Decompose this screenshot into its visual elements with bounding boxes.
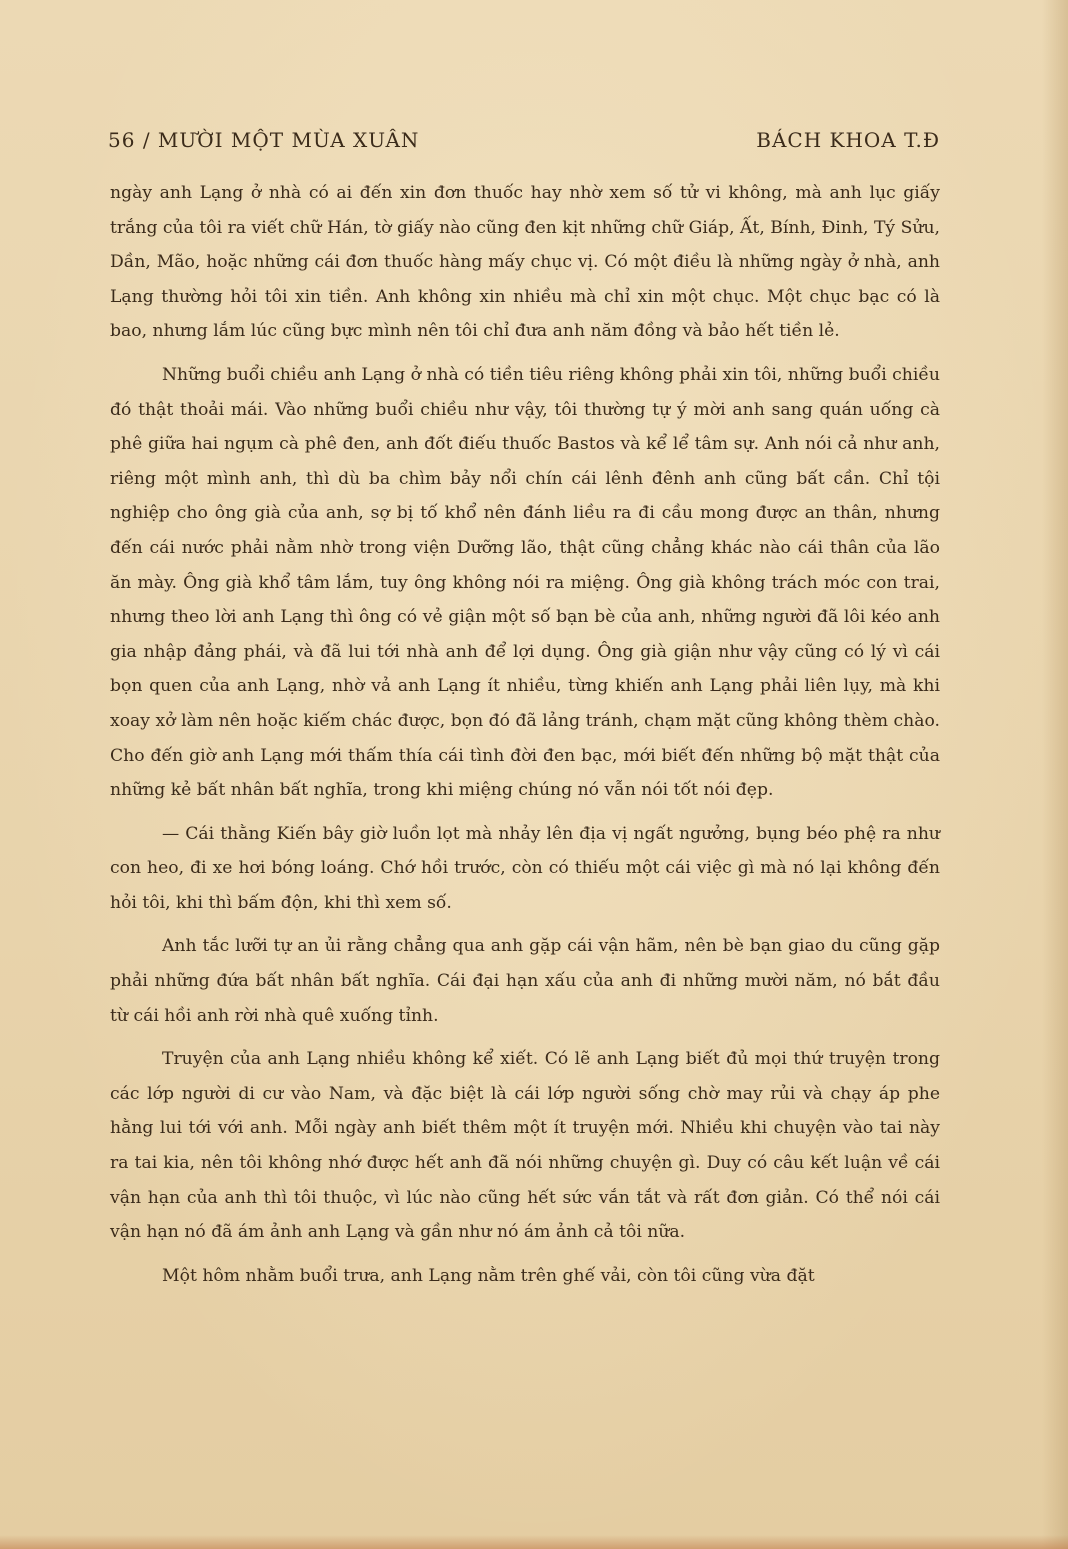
page-number: 56 <box>108 128 136 152</box>
page-bottom-stain <box>0 1535 1068 1549</box>
paragraph: Truyện của anh Lạng nhiều không kể xiết. Có lẽ anh Lạng biết đủ mọi thứ truyện trong các lớp người di cư vào Nam, và đặc biệt là cái lớp người sống chờ may rủi và chạy áp phe hằng lui tới với anh. Mỗi ngày anh biết thêm một ít truyện mới. Nhiều khi chuyện vào tai này ra tai kia, nên tôi không nhớ được hết anh đã nói những chuyện gì. Duy có câu kết luận về cái vận hạn của anh thì tôi thuộc, vì lúc nào cũng hết sức vắn tắt và rất đơn giản. Có thể nói cái vận hạn nó đã ám ảnh anh Lạng và gần như nó ám ảnh cả tôi nữa. <box>110 1049 940 1243</box>
paragraph: Anh tắc lưỡi tự an ủi rằng chẳng qua anh gặp cái vận hãm, nên bè bạn giao du cũng gặp phải những đứa bất nhân bất nghĩa. Cái đại hạn xấu của anh đi những mười năm, nó bắt đầu từ cái hồi anh rời nhà quê xuống tỉnh. <box>110 936 940 1026</box>
header-left <box>108 128 419 152</box>
publication-name: BÁCH KHOA T.Đ <box>756 128 940 152</box>
book-title: MƯỜI MỘT MÙA XUÂN <box>157 128 420 152</box>
paragraph: Những buổi chiều anh Lạng ở nhà có tiền tiêu riêng không phải xin tôi, những buổi chiều đó thật thoải mái. Vào những buổi chiều như vậy, tôi thường tự ý mời anh sang quán uống cà phê giữa hai ngụm cà phê đen, anh đốt điếu thuốc Bastos và kể lể tâm sự. Anh nói cả như anh, riêng một mình anh, thì dù ba chìm bảy nổi chín cái lênh đênh anh cũng bất cần. Chỉ tội nghiệp cho ông già của anh, sợ bị tố khổ nên đánh liều ra đi cầu mong được an thân, nhưng đến cái nước phải nằm nhờ trong viện Dưỡng lão, thật cũng chẳng khác nào cái thân của lão ăn mày. Ông già khổ tâm lắm, tuy ông không nói ra miệng. Ông già không trách móc con trai, nhưng theo lời anh Lạng thì ông có vẻ giận một số bạn bè của anh, những người đã lôi kéo anh gia nhập đảng phái, và đã lui tới nhà anh để lợi dụng. Ông già giận như vậy cũng có lý vì cái bọn quen của anh Lạng, nhờ vả anh Lạng ít nhiều, từng khiến anh Lạng phải liên lụy, mà khi xoay xở làm nên hoặc kiếm chác được, bọn đó đã lảng tránh, chạm mặt cũng không thèm chào. Cho đến giờ anh Lạng mới thấm thía cái tình đời đen bạc, mới biết đến những bộ mặt thật của những kẻ bất nhân bất nghĩa, trong khi miệng chúng nó vẫn nói tốt nói đẹp. <box>110 364 940 801</box>
header-separator: / <box>142 128 151 152</box>
paragraph-continued: ngày anh Lạng ở nhà có ai đến xin đơn thuốc hay nhờ xem số tử vi không, mà anh lục giấy trắng của tôi ra viết chữ Hán, tờ giấy nào cũng đen kịt những chữ Giáp, Ất, Bính, Đinh, Tý Sửu, Dần, Mão, hoặc những cái đơn thuốc hàng mấy chục vị. Có một điều là những ngày ở nhà, anh Lạng thường hỏi tôi xin tiền. Anh không xin nhiều mà chỉ xin một chục. Một chục bạc có là bao, nhưng lắm lúc cũng bực mình nên tôi chỉ đưa anh năm đồng và bảo hết tiền lẻ. <box>110 183 940 342</box>
paragraph-truncated: Một hôm nhằm buổi trưa, anh Lạng nằm trên ghế vải, còn tôi cũng vừa đặt <box>162 1265 815 1286</box>
dialogue-paragraph: — Cái thằng Kiến bây giờ luồn lọt mà nhảy lên địa vị ngất ngưởng, bụng béo phệ ra như con heo, đi xe hơi bóng loáng. Chớ hồi trước, còn có thiếu một cái việc gì mà nó lại không đến hỏi tôi, khi thì bấm độn, khi thì xem số. <box>110 823 940 913</box>
body-text <box>110 176 940 1302</box>
running-header <box>108 128 940 158</box>
page-edge-shadow <box>1042 0 1068 1549</box>
